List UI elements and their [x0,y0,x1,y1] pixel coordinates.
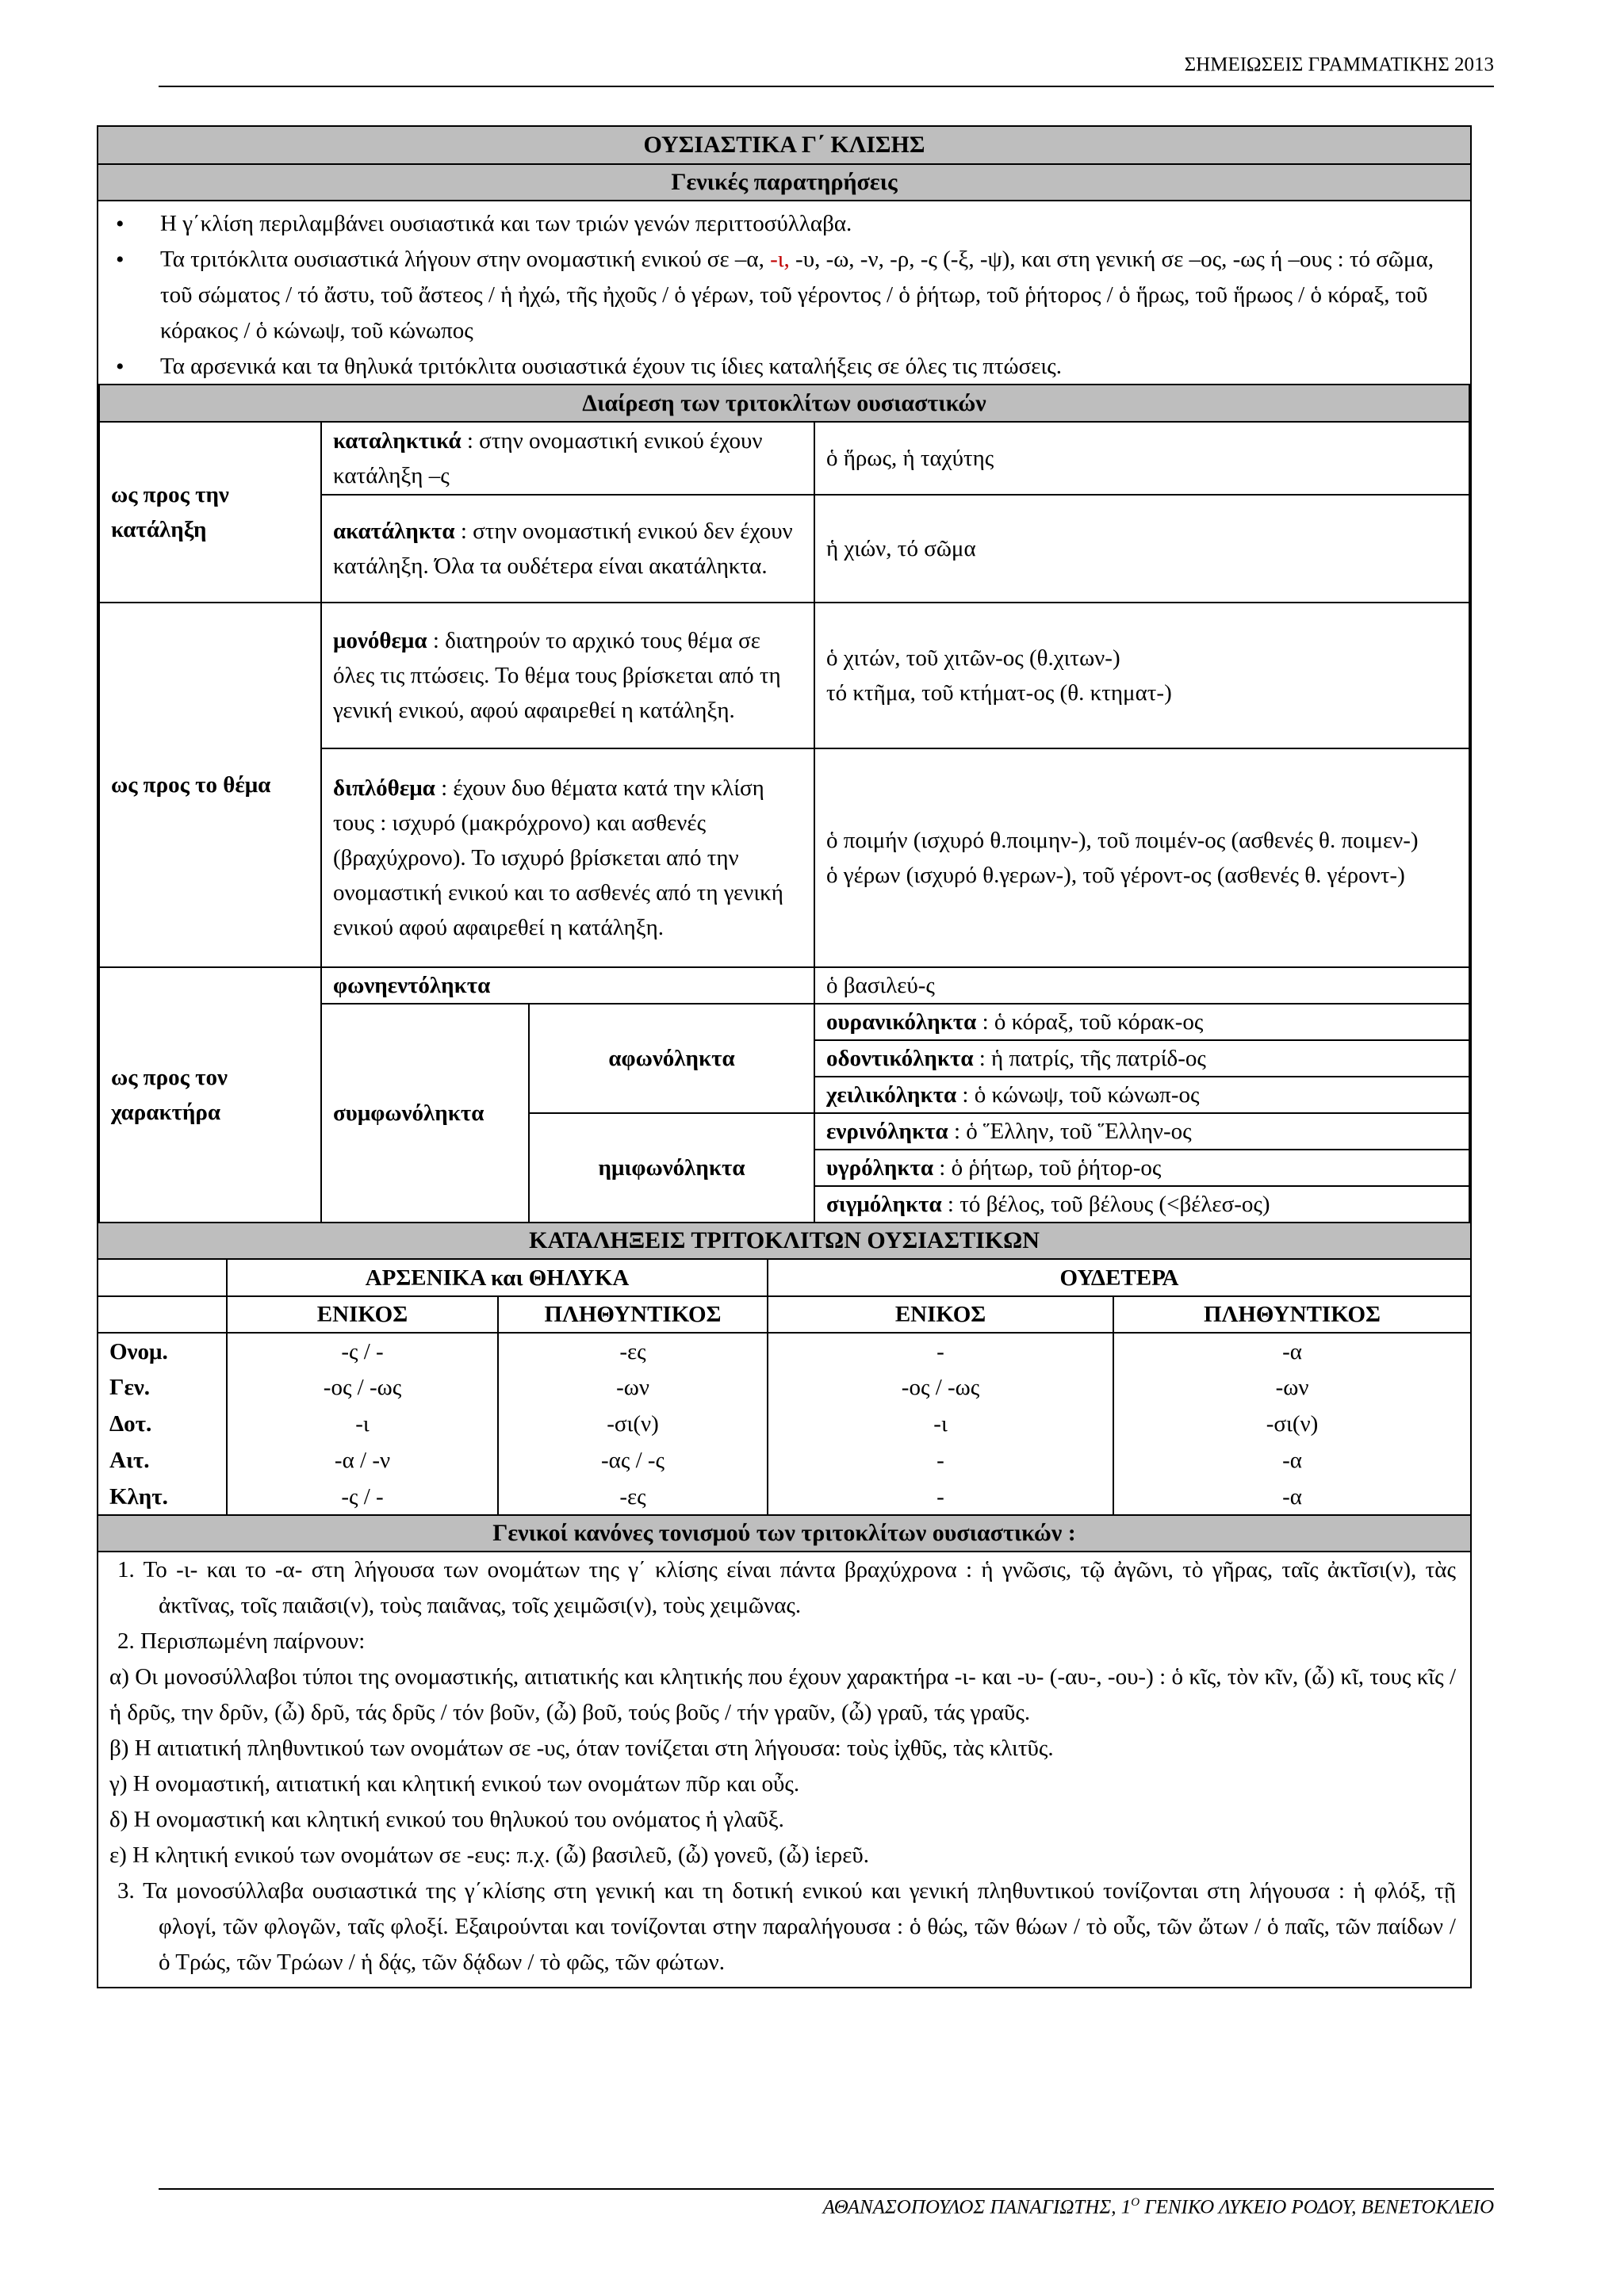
endings-table [98,1260,1470,1516]
list-item: • Τα τριτόκλιτα ουσιαστικά λήγουν στην ονομαστική ενικού σε –α, -ι, -υ, -ω, -ν, -ρ, -ς (-ξ, -ψ), και στη γενική σε –ος, -ως ή –ους : τό σῶμα, τοῦ σώματος / τό ἄστυ, τοῦ ἄστεος / ἡ ἠχώ, τῆς ἠχοῦς / ὁ γέρων, τοῦ γέροντος / ὁ ῥήτωρ, τοῦ ῥήτορος / ὁ ἥρως, τοῦ ἥρωος / ὁ κόραξ, τοῦ κόρακος / ὁ κώνωψ, τοῦ κώνωπος [98,242,1470,349]
accent-rules [98,1552,1470,1987]
masc-fem-header: ΑΡΣΕΝΙΚΑ και ΘΗΛΥΚΑ [227,1260,768,1296]
mono-cell: μονόθεμα : διατηρούν το αρχικό τους θέμα σε όλες τις πτώσεις. Το θέμα τους βρίσκεται από τη γενική ενικού, αφού αφαιρεθεί η κατάληξη. [321,603,814,748]
general-heading: Γενικές παρατηρήσεις [98,165,1470,201]
general-notes [98,201,1470,388]
list-item: 3. Τα μονοσύλλαβα ουσιαστικά της γ΄κλίσης στη γενική και τη δοτική ενικού και γενική πληθυντικού τονίζονται στη λήγουσα : ἡ φλόξ, τῇ φλογί, τῶν φλογῶν, ταῖς φλοξί. Εξαιρούνται και τονίζονται στην παραλήγουσα : ὁ θώς, τῶν θώων / τὸ οὖς, τῶν ὤτων / ὁ παῖς, τῶν παίδων / ὁ Τρώς, τῶν Τρώων / ἡ δᾴς, τῶν δᾴδων / τὸ φῶς, τῶν φώτων. [117,1878,1456,1975]
di-cell: διπλόθεμα : έχουν δυο θέματα κατά την κλίση τους : ισχυρό (μακρόχρονο) και ασθενές (βραχύχρονο). Το ισχυρό βρίσκεται από την ονομαστική ενικού και το ασθενές από τη γενική ενικού αφού αφαιρεθεί η κατάληξη. [321,748,814,967]
list-item: ουρανικόληκτα : ὁ κόραξ, τοῦ κόρακ-ος [814,1004,1469,1040]
accent-heading: Γενικοί κανόνες τονισμού των τριτοκλίτων ουσιαστικών : [98,1516,1470,1552]
list-item: χειλικόληκτα : ὁ κώνωψ, τοῦ κώνωπ-ος [814,1077,1469,1113]
list-item: ε) Η κλητική ενικού των ονομάτων σε -ευς: π.χ. (ὦ) βασιλεῦ, (ὦ) γονεῦ, (ὦ) ἱερεῦ. [109,1843,870,1868]
endings-heading: ΚΑΤΑΛΗΞΕΙΣ ΤΡΙΤΟΚΛΙΤΩΝ ΟΥΣΙΑΣΤΙΚΩΝ [98,1223,1470,1260]
list-item: • Η γ΄κλίση περιλαμβάνει ουσιαστικά και των τριών γενών περιττοσύλλαβα. [98,206,1470,242]
list-item: ενρινόληκτα : ὁ Ἕλλην, τοῦ Ἕλλην-ος [814,1113,1469,1150]
list-item: δ) Η ονομαστική και κλητική ενικού του θηλυκού του ονόματος ἡ γλαῦξ. [109,1807,784,1832]
mono-example: ὁ χιτών, τοῦ χιτῶν-ος (θ.χιτων-) τό κτῆμα, τοῦ κτήματ-ος (θ. κτηματ-) [814,603,1469,748]
general-box [97,125,1472,385]
list-item: υγρόληκτα : ὁ ῥήτωρ, τοῦ ῥήτορ-ος [814,1150,1469,1186]
list-item: γ) Η ονομαστική, αιτιατική και κλητική ενικού των ονομάτων πῦρ και οὖς. [109,1771,800,1797]
katal-cell: καταληκτικά : στην ονομαστική ενικού έχουν κατάληξη –ς [321,422,814,495]
table-row: Αιτ. -α / -ν -ας / -ς - -α [98,1442,1470,1479]
division-box [97,385,1472,1988]
n-plural-header: ΠΛΗΘΥΝΤΙΚΟΣ [1113,1296,1470,1333]
by-ending-label: ως προς την κατάληξη [99,422,321,603]
akatal-example: ἡ χιών, τό σῶμα [814,495,1469,603]
list-item: οδοντικόληκτα : ἡ πατρίς, τῆς πατρίδ-ος [814,1040,1469,1077]
mf-singular-header: ΕΝΙΚΟΣ [227,1296,498,1333]
mf-plural-header: ΠΛΗΘΥΝΤΙΚΟΣ [498,1296,768,1333]
list-item: • Τα αρσενικά και τα θηλυκά τριτόκλιτα ουσιαστικά έχουν τις ίδιες καταλήξεις σε όλες τις πτώσεις. [98,349,1470,385]
akatal-cell: ακατάληκτα : στην ονομαστική ενικού δεν έχουν κατάληξη. Όλα τα ουδέτερα είναι ακατάληκτα. [321,495,814,603]
highlight-ending: -ι, [770,247,790,272]
list-item: α) Οι μονοσύλλαβοι τύποι της ονομαστικής, αιτιατικής και κλητικής που έχουν χαρακτήρα -ι- και -υ- (-αυ-, -ου-) : ὁ κῖς, τὸν κῖν, (ὦ) κῖ, τους κῖς / ἡ δρῦς, την δρῦν, (ὦ) δρῦ, τάς δρῦς / τόν βοῦν, (ὦ) βοῦ, τούς βοῦς / τήν γραῦν, (ὦ) γραῦ, τάς γραῦς. [109,1664,1456,1725]
page-title: ΟΥΣΙΑΣΤΙΚΑ Γ΄ ΚΛΙΣΗΣ [98,127,1470,165]
vowel-example: ὁ βασιλεύ-ς [814,967,1469,1004]
table-row: Γεν. -ος / -ως -ων -ος / -ως -ων [98,1369,1470,1406]
neuter-header: ΟΥΔΕΤΕΡΑ [768,1260,1470,1296]
consonant-stem: συμφωνόληκτα [321,1004,529,1223]
page-header: ΣΗΜΕΙΩΣΕΙΣ ΓΡΑΜΜΑΤΙΚΗΣ 2013 [159,49,1494,87]
page-footer: ΑΘΑΝΑΣΟΠΟΥΛΟΣ ΠΑΝΑΓΙΩΤΗΣ, $1^O$ ΓΕΝΙΚΟ ΛΥΚΕΙΟ ΡΟΔΟΥ, ΒΕΝΕΤΟΚΛΕΙΟ [159,2188,1494,2218]
list-item: 2. Περισπωμένη παίρνουν: [117,1628,366,1654]
semivowel-stem: ημιφωνόληκτα [529,1113,814,1223]
division-table [98,385,1470,1223]
n-singular-header: ΕΝΙΚΟΣ [768,1296,1113,1333]
vowel-stem: φωνηεντόληκτα [321,967,814,1004]
list-item: β) Η αιτιατική πληθυντικού των ονομάτων σε -υς, όταν τονίζεται στη λήγουσα: τοὺς ἰχθῦς, τὰς κλιτῦς. [109,1735,1054,1761]
by-stem-label: ως προς το θέμα [99,603,321,967]
table-row: Ονομ. -ς / - -ες - -α [98,1333,1470,1369]
list-item: σιγμόληκτα : τό βέλος, τοῦ βέλους (<βέλεσ-ος) [814,1186,1469,1223]
table-row: Κλητ. -ς / - -ες - -α [98,1479,1470,1515]
division-heading: Διαίρεση των τριτοκλίτων ουσιαστικών [99,385,1469,422]
table-row: Δοτ. -ι -σι(ν) -ι -σι(ν) [98,1406,1470,1442]
di-example: ὁ ποιμήν (ισχυρό θ.ποιμην-), τοῦ ποιμέν-ος (ασθενές θ. ποιμεν-) ὁ γέρων (ισχυρό θ.γερων-), τοῦ γέροντ-ος (ασθενές θ. γέροντ-) [814,748,1469,967]
list-item: 1. Το -ι- και το -α- στη λήγουσα των ονομάτων της γ΄ κλίσης είναι πάντα βραχύχρονα : ἡ γνῶσις, τῷ ἀγῶνι, τὸ γῆρας, ταῖς ἀκτῖσι(ν), τὰς ἀκτῖνας, τοῖς παιᾶσι(ν), τοὺς παιᾶνας, τοῖς χειμῶσι(ν), τοὺς χειμῶνας. [117,1557,1456,1618]
by-character-label: ως προς τον χαρακτήρα [99,967,321,1223]
mute-stem: αφωνόληκτα [529,1004,814,1113]
katal-example: ὁ ἥρως, ἡ ταχύτης [814,422,1469,495]
